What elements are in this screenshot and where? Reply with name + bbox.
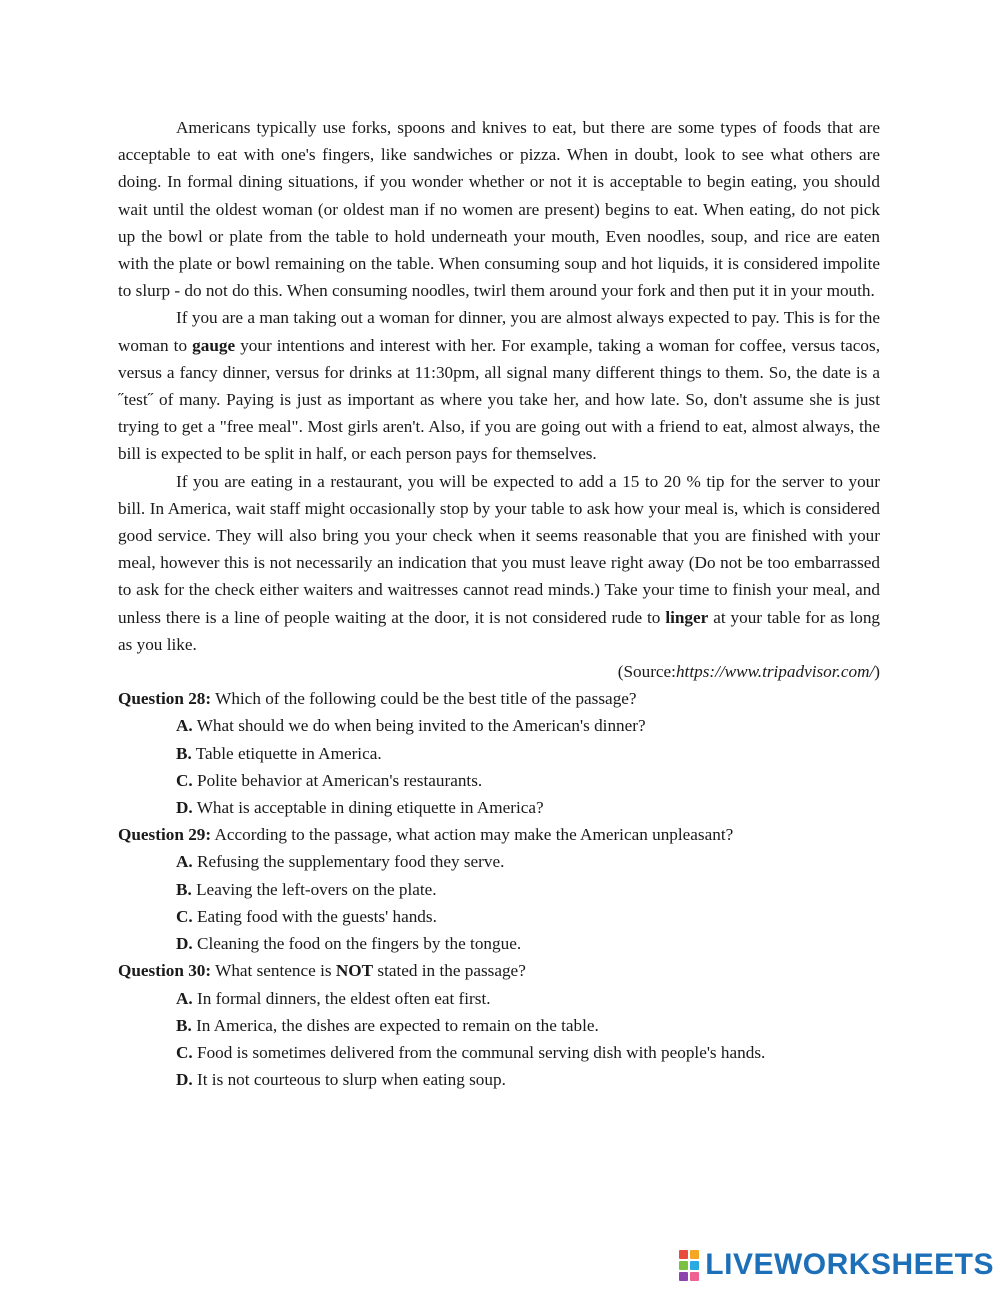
logo-wordmark: LIVEWORKSHEETS xyxy=(705,1248,994,1281)
paragraph-3 xyxy=(118,468,880,658)
question-30 xyxy=(118,957,880,984)
option-30-a[interactable] xyxy=(176,985,880,1012)
paragraph-3-text-a: If you are eating in a restaurant, you will be expected to add a 15 to 20 % tip for the server to your bill. In America, wait staff might occasionally stop by your table to ask how your meal is, which is considered good service. They will also bring you your check when it seems reasonable that you are finished with your meal, however this is not necessarily an indication that you must leave right away (Do not be too embarrassed to ask for the check either waiters and waitresses cannot read minds.) Take your time to finish your meal, and unless there is a line of people waiting at the door, it is not considered rude to xyxy=(118,471,880,627)
option-letter: C. xyxy=(176,906,193,926)
option-30-d[interactable] xyxy=(176,1066,880,1093)
question-label: Question 28: xyxy=(118,689,212,709)
source-url: https://www.tripadvisor.com/ xyxy=(675,662,875,682)
liveworksheets-logo[interactable] xyxy=(679,1248,994,1282)
option-text: In formal dinners, the eldest often eat first. xyxy=(192,988,491,1008)
option-letter: A. xyxy=(176,852,193,872)
option-28-b[interactable] xyxy=(176,740,880,767)
option-letter: D. xyxy=(176,798,193,818)
option-text: Leaving the left-overs on the plate. xyxy=(191,879,437,899)
option-29-c[interactable] xyxy=(176,903,880,930)
vocab-gauge: gauge xyxy=(192,335,236,355)
option-text: Table etiquette in America. xyxy=(191,743,382,763)
paragraph-2-text-b: your intentions and interest with her. For example, taking a woman for coffee, versus tacos, versus a fancy dinner, versus for drinks at 11:30pm, all signal many different things to them. So, the date is a ˝test˝ of many. Paying is just as important as where you take her, and how late. So, don't assume she is just trying to get a "free meal". Most girls aren't. Also, if you are going out with a friend to eat, almost always, the bill is expected to be split in half, or each person pays for themselves. xyxy=(118,335,880,464)
option-letter: B. xyxy=(176,1015,192,1035)
option-28-a[interactable] xyxy=(176,712,880,739)
option-29-d[interactable] xyxy=(176,930,880,957)
question-label: Question 30: xyxy=(118,961,212,981)
option-text: Polite behavior at American's restaurants. xyxy=(192,770,483,790)
paragraph-1 xyxy=(118,114,880,304)
option-letter: D. xyxy=(176,1070,193,1090)
question-text-a: What sentence is xyxy=(211,961,336,981)
source-suffix: ) xyxy=(874,662,880,682)
option-29-a[interactable] xyxy=(176,848,880,875)
logo-block xyxy=(690,1250,699,1259)
option-letter: D. xyxy=(176,934,193,954)
question-text: Which of the following could be the best title of the passage? xyxy=(211,689,637,709)
question-emphasis: NOT xyxy=(335,961,374,981)
option-text: Eating food with the guests' hands. xyxy=(192,906,437,926)
option-letter: A. xyxy=(176,716,193,736)
option-letter: C. xyxy=(176,1042,193,1062)
source-prefix: (Source: xyxy=(617,662,676,682)
question-28 xyxy=(118,685,880,712)
option-text: It is not courteous to slurp when eating soup. xyxy=(192,1070,506,1090)
logo-block xyxy=(679,1272,688,1281)
source-citation xyxy=(118,658,880,685)
option-29-b[interactable] xyxy=(176,876,880,903)
option-text: What is acceptable in dining etiquette in America? xyxy=(192,798,544,818)
option-letter: A. xyxy=(176,988,193,1008)
option-30-c[interactable] xyxy=(176,1039,880,1066)
paragraph-3-text-b: at your table for as long as you like. xyxy=(118,607,881,654)
option-letter: B. xyxy=(176,879,192,899)
option-text: Cleaning the food on the fingers by the tongue. xyxy=(192,934,522,954)
logo-block xyxy=(679,1261,688,1270)
document-page xyxy=(118,114,880,1093)
logo-block xyxy=(690,1272,699,1281)
question-text-b: stated in the passage? xyxy=(373,961,526,981)
option-text: Food is sometimes delivered from the communal serving dish with people's hands. xyxy=(192,1042,766,1062)
option-28-c[interactable] xyxy=(176,767,880,794)
option-text: Refusing the supplementary food they serve. xyxy=(192,852,505,872)
logo-block xyxy=(690,1261,699,1270)
paragraph-2-text-a: If you are a man taking out a woman for dinner, you are almost always expected to pay. This is for the woman to xyxy=(118,308,880,355)
option-text: What should we do when being invited to the American's dinner? xyxy=(192,716,646,736)
paragraph-1-text: Americans typically use forks, spoons and knives to eat, but there are some types of foods that are acceptable to eat with one's fingers, like sandwiches or pizza. When in doubt, look to see what others are doing. In formal dining situations, if you wonder whether or not it is acceptable to begin eating, you should wait until the oldest woman (or oldest man if no women are present) begins to eat. When eating, do not pick up the bowl or plate from the table to hold underneath your mouth, Even noodles, soup, and rice are eaten with the plate or bowl remaining on the table. When consuming soup and hot liquids, it is considered impolite to slurp - do not do this. When consuming noodles, twirl them around your fork and then put it in your mouth. xyxy=(118,118,880,301)
logo-blocks-icon xyxy=(679,1250,699,1281)
option-letter: C. xyxy=(176,770,193,790)
option-text: In America, the dishes are expected to remain on the table. xyxy=(191,1015,599,1035)
option-letter: B. xyxy=(176,743,192,763)
vocab-linger: linger xyxy=(665,607,709,627)
option-28-d[interactable] xyxy=(176,794,880,821)
question-text: According to the passage, what action may make the American unpleasant? xyxy=(211,825,734,845)
logo-block xyxy=(679,1250,688,1259)
question-label: Question 29: xyxy=(118,825,212,845)
option-30-b[interactable] xyxy=(176,1012,880,1039)
paragraph-2 xyxy=(118,304,880,467)
question-29 xyxy=(118,821,880,848)
